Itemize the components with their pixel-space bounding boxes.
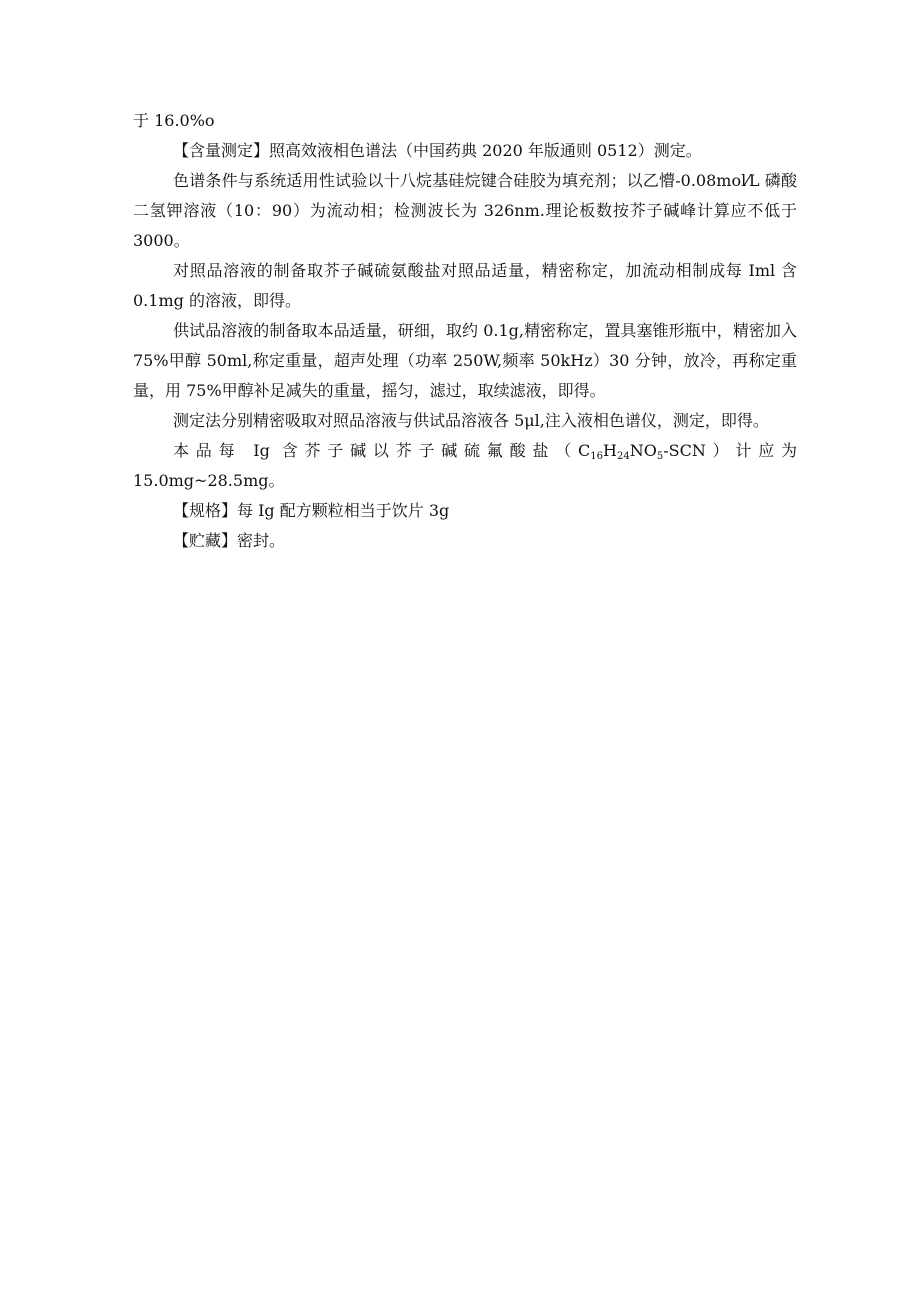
paragraph-chromatographic-conditions: 色谱条件与系统适用性试验以十八烷基硅烷键合硅胶为填充剂；以乙懵-0.08mol⁄L 磷酸二氢钾溶液（10：90）为流动相；检测波长为 326nm.理论板数按芥子碱峰计算应不低于 3000。 <box>133 171 797 250</box>
paragraph-content-limit <box>133 436 797 496</box>
content-limit-text-post: -SCN）计应为 15.0mg~28.5mg。 <box>133 441 797 490</box>
paragraph-procedure: 测定法分别精密吸取对照品溶液与供试品溶液各 5μl,注入液相色谱仪，测定，即得。 <box>173 411 769 430</box>
paragraph-storage: 【贮藏】密封。 <box>173 531 286 550</box>
formula-no: NO <box>629 441 657 460</box>
paragraph-specification: 【规格】每 Ig 配方颗粒相当于饮片 3g <box>173 501 450 520</box>
paragraph-test-solution: 供试品溶液的制备取本品适量，研细，取约 0.1g,精密称定，置具塞锥形瓶中，精密加入 75%甲醇 50ml,称定重量，超声处理（功率 250W,频率 50kHz）30 分钟，放冷，再称定重量，用 75%甲醇补足减失的重量，摇匀，滤过，取续滤液，即得。 <box>133 321 797 400</box>
paragraph-continuation: 于 16.0%o <box>133 111 215 130</box>
formula-subscript-c: 16 <box>590 451 604 462</box>
formula-subscript-h: 24 <box>616 451 630 462</box>
content-limit-text-pre: 本品每 Ig 含芥子碱以芥子碱硫氟酸盐（C <box>173 441 591 460</box>
document-body <box>133 106 797 556</box>
paragraph-reference-solution: 对照品溶液的制备取芥子碱硫氨酸盐对照品适量，精密称定，加流动相制成每 Iml 含 0.1mg 的溶液，即得。 <box>133 261 797 310</box>
paragraph-assay-heading: 【含量测定】照高效液相色谱法（中国药典 2020 年版通则 0512）测定。 <box>173 141 702 160</box>
formula-h: H <box>603 441 617 460</box>
formula-subscript-o: 5 <box>656 451 664 462</box>
